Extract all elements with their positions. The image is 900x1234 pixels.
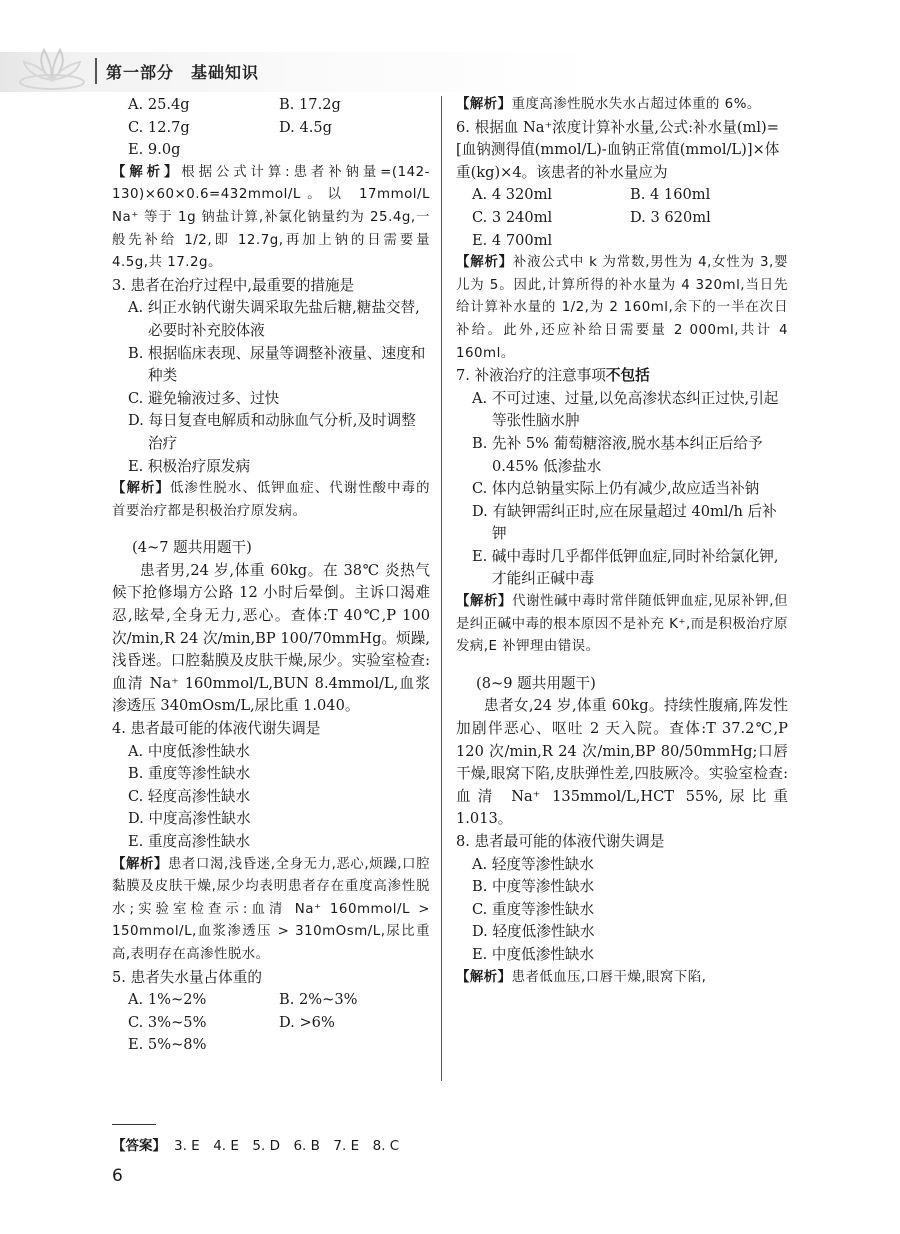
analysis-text: 低渗性脱水、低钾血症、代谢性酸中毒的首要治疗都是积极治疗原发病。 [112, 481, 431, 519]
q5-options-row1 [112, 989, 430, 1012]
option: B. 根据临床表现、尿量等调整补液量、速度和种类 [128, 344, 426, 385]
analysis-q3 [112, 478, 430, 523]
question-5: 5. 患者失水量占体重的 [112, 968, 262, 986]
analysis-q4 [112, 854, 430, 967]
q5-options-row2 [112, 1012, 430, 1035]
option: E. 4 700ml [472, 231, 553, 249]
option: C. 重度等渗性缺水 [472, 900, 595, 918]
option: E. 中度低渗性缺水 [472, 945, 595, 963]
footer-rule [112, 1124, 156, 1125]
answer-key-label: 【答案】 [112, 1138, 166, 1154]
q6-options-row1 [456, 184, 788, 207]
question-7 [456, 365, 788, 388]
option: C. 12.7g [128, 118, 190, 136]
lotus-logo-icon [14, 36, 90, 96]
analysis-q7 [456, 591, 788, 659]
group-label-4-7: (4~7 题共用题干) [132, 539, 252, 557]
question-6: 6. 根据血 Na⁺浓度计算补水量,公式:补水量(ml)=[血钠测得值(mmol/L)-血钠正常值(mmol/L)]×体重(kg)×4。该患者的补水量应为 [456, 118, 780, 181]
analysis-tag: 【解析】 [456, 969, 512, 985]
header-separator [95, 58, 97, 84]
option: E. 碱中毒时几乎都伴低钾血症,同时补给氯化钾,才能纠正碱中毒 [472, 547, 779, 588]
analysis-tag: 【解析】 [456, 255, 513, 271]
option: C. 轻度高渗性缺水 [128, 787, 251, 805]
analysis-text: 重度高渗性脱水失水占超过体重的 6%。 [511, 97, 761, 112]
option: E. 重度高渗性缺水 [128, 833, 251, 850]
option: D. 中度高渗性缺水 [128, 810, 251, 828]
option: A. 不可过速、过量,以免高渗状态纠正过快,引起等张性脑水肿 [472, 389, 779, 430]
option: B. 先补 5% 葡萄糖溶液,脱水基本纠正后给予 0.45% 低渗盐水 [472, 434, 763, 475]
option: B. 中度等渗性缺水 [472, 878, 595, 896]
option: C. 避免输液过多、过快 [128, 389, 280, 407]
option: A. 1%~2% [128, 991, 207, 1009]
analysis-q2 [112, 162, 430, 275]
option: A. 中度低渗性缺水 [128, 742, 250, 760]
option: A. 25.4g [128, 96, 190, 113]
option: C. 3 240ml [472, 208, 553, 226]
case-stem-4-7: 患者男,24 岁,体重 60kg。在 38℃ 炎热气候下抢修塌方公路 12 小时后晕倒。主诉口渴难忍,眩晕,全身无力,恶心。查体:T 40℃,P 100 次/min,R 24 次/min,BP 100/70mmHg。烦躁,浅昏迷。口腔黏膜及皮肤干燥,尿少。实验室检查:血清 Na⁺ 160mmol/L,BUN 8.4mmol/L,血浆渗透压 340mOsm/L,尿比重 1.040。 [112, 561, 430, 715]
analysis-text: 代谢性碱中毒时常伴随低钾血症,见尿补钾,但是纠正碱中毒的根本原因不是补充 K⁺,而是积极治疗原发病,E 补钾理由错误。 [456, 594, 788, 655]
analysis-text: 患者低血压,口唇干燥,眼窝下陷, [511, 969, 707, 985]
left-column [112, 94, 430, 1057]
q6-options-row2 [456, 207, 788, 230]
analysis-q6 [456, 252, 788, 365]
option: D. 4.5g [279, 118, 333, 136]
option: D. 每日复查电解质和动脉血气分析,及时调整治疗 [128, 412, 416, 452]
option: B. 17.2g [279, 96, 341, 113]
option: C. 3%~5% [128, 1013, 207, 1031]
right-column [456, 94, 788, 989]
analysis-q8 [456, 967, 788, 990]
option: E. 5%~8% [128, 1036, 207, 1054]
option: A. 轻度等渗性缺水 [472, 855, 594, 873]
answer-key [112, 1134, 399, 1154]
question-4: 4. 患者最可能的体液代谢失调是 [112, 720, 321, 738]
option: A. 4 320ml [472, 186, 553, 204]
case-stem-8-9: 患者女,24 岁,体重 60kg。持续性腹痛,阵发性加剧伴恶心、呕吐 2 天入院。查体:T 37.2℃,P 120 次/min,R 24 次/min,BP 80/50mmHg;口唇干燥,眼窝下陷,皮肤弹性差,四肢厥冷。实验室检查:血清 Na⁺ 135mmol/L,HCT 55%,尿比重 1.013。 [456, 697, 788, 828]
question-3: 3. 患者在治疗过程中,最重要的措施是 [112, 276, 355, 294]
analysis-tag: 【解析】 [112, 164, 182, 180]
q2-options-row2 [112, 117, 430, 140]
option: D. 3 620ml [630, 208, 711, 226]
option: B. 2%~3% [279, 991, 358, 1009]
analysis-tag: 【解析】 [456, 594, 513, 610]
analysis-q5 [456, 94, 788, 117]
q2-options-row1 [112, 94, 430, 117]
question-emphasis: 不包括 [605, 367, 650, 385]
group-label-8-9: (8~9 题共用题干) [476, 674, 596, 692]
option: B. 重度等渗性缺水 [128, 765, 251, 783]
question-text: 7. 补液治疗的注意事项 [456, 367, 606, 385]
answer-key-values: 3. E 4. E 5. D 6. B 7. E 8. C [174, 1138, 400, 1154]
page-number: 6 [112, 1166, 123, 1186]
analysis-tag: 【解析】 [112, 481, 170, 497]
option: C. 体内总钠量实际上仍有减少,故应适当补钠 [472, 480, 760, 498]
option: D. 轻度低渗性缺水 [472, 923, 595, 941]
option: B. 4 160ml [630, 186, 711, 204]
analysis-text: 根据公式计算:患者补钠量=(142-130)×60×0.6=432mmol/L。以 17mmol/L Na⁺ 等于 1g 钠盐计算,补氯化钠量约为 25.4g,一般先补给 1/2,即 12.7g,再加上钠的日需要量 4.5g,共 17.2g。 [112, 164, 430, 271]
analysis-tag: 【解析】 [456, 97, 512, 112]
option: D. >6% [279, 1013, 335, 1031]
option: D. 有缺钾需纠正时,应在尿量超过 40ml/h 后补钾 [472, 502, 777, 543]
question-8: 8. 患者最可能的体液代谢失调是 [456, 833, 665, 850]
analysis-text: 患者口渴,浅昏迷,全身无力,恶心,烦躁,口腔黏膜及皮肤干燥,尿少均表明患者存在重度高渗性脱水;实验室检查示:血清 Na⁺ 160mmol/L > 150mmol/L,血浆渗透压 > 310mOsm/L,尿比重高,表明存在高渗性脱水。 [112, 856, 431, 962]
option: E. 9.0g [128, 141, 181, 159]
column-divider [441, 96, 442, 1081]
section-title: 第一部分 基础知识 [106, 63, 260, 82]
option: E. 积极治疗原发病 [128, 457, 251, 475]
analysis-tag: 【解析】 [112, 856, 168, 872]
analysis-text: 补液公式中 k 为常数,男性为 4,女性为 3,婴儿为 5。因此,计算所得的补水量为 4 320ml,当日先给计算补水量的 1/2,为 2 160ml,余下的一半在次日补给。此外,还应补给日需要量 2 000ml,共计 4 160ml。 [456, 255, 788, 361]
option: A. 纠正水钠代谢失调采取先盐后糖,糖盐交替,必要时补充胶体液 [128, 299, 420, 339]
